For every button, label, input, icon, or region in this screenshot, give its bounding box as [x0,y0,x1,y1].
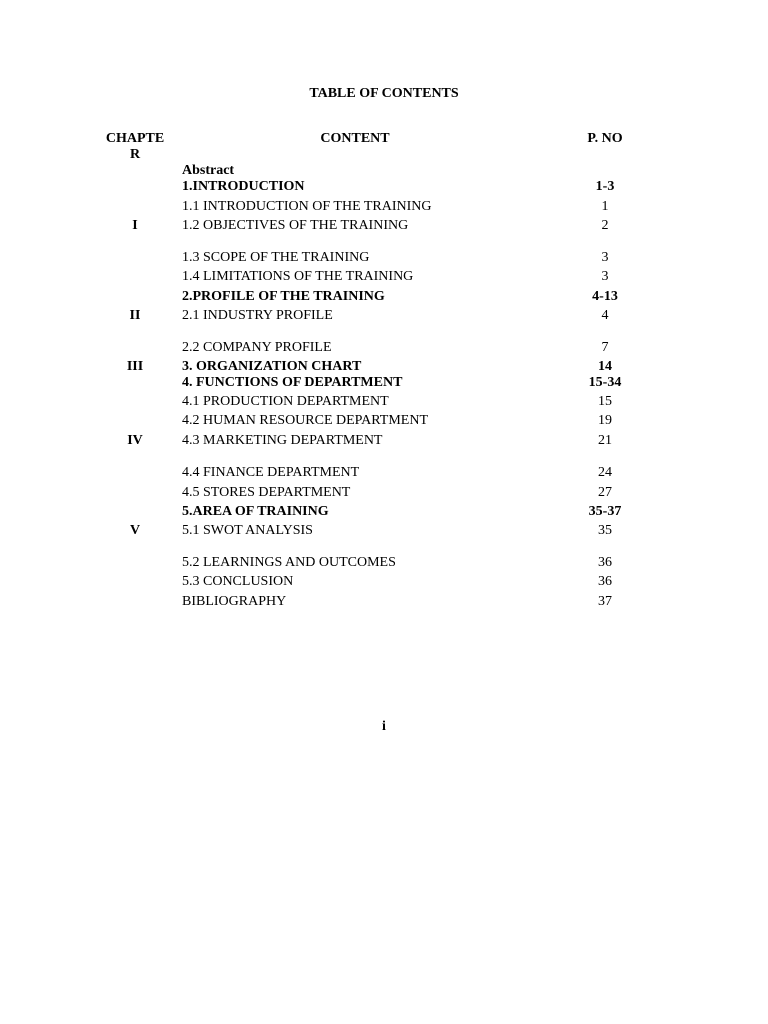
toc-entry-title: 2.1 INDUSTRY PROFILE [182,308,333,323]
toc-entry-title: 4.5 STORES DEPARTMENT [182,485,351,500]
toc-row [0,464,768,482]
toc-entry-title: 4. FUNCTIONS OF DEPARTMENT [182,375,403,390]
toc-entry-title: 4.2 HUMAN RESOURCE DEPARTMENT [182,413,428,428]
toc-row [0,288,768,306]
toc-row [0,484,768,502]
chapter-header-label: CHAPTE R [105,131,165,162]
toc-page-number: 35-37 [588,504,622,519]
toc-row [0,307,768,325]
toc-entry-title: 5.3 CONCLUSION [182,574,294,589]
toc-entry-title: 1.1 INTRODUCTION OF THE TRAINING [182,199,432,214]
toc-entry-title: 2.PROFILE OF THE TRAINING [182,289,385,304]
toc-page-number: 7 [601,340,609,355]
toc-entry-title: 1.3 SCOPE OF THE TRAINING [182,250,370,265]
content-column-header: CONTENT [320,131,390,146]
toc-entry-title: 1.4 LIMITATIONS OF THE TRAINING [182,269,414,284]
toc-row [0,573,768,591]
toc-page-number: 36 [598,574,612,589]
toc-entry-title: 5.AREA OF TRAINING [182,504,329,519]
toc-row [0,554,768,572]
toc-page-number: 24 [598,465,612,480]
toc-entry-title: 4.1 PRODUCTION DEPARTMENT [182,394,389,409]
toc-row [0,339,768,357]
toc-page-number: 4 [601,308,609,323]
page-footer-number: i [382,719,386,734]
toc-row [0,432,768,450]
toc-entry-title: 5.1 SWOT ANALYSIS [182,523,313,538]
toc-page-number: 36 [598,555,612,570]
toc-chapter-number: IV [127,433,143,448]
toc-entry-title: 4.3 MARKETING DEPARTMENT [182,433,383,448]
toc-page-number: 1 [601,199,609,214]
toc-page-number: 3 [601,250,609,265]
toc-page-number: 3 [601,269,609,284]
toc-page-number: 1-3 [595,179,615,194]
toc-page-number: 14 [598,359,612,374]
toc-entry-title: Abstract [182,163,235,178]
toc-page-number: 15-34 [588,375,622,390]
toc-row [0,503,768,521]
toc-entry-title: 5.2 LEARNINGS AND OUTCOMES [182,555,396,570]
toc-page-number: 35 [598,523,612,538]
toc-row [0,393,768,411]
toc-row [0,178,768,196]
toc-page-number: 4-13 [592,289,618,304]
toc-entry-title: 4.4 FINANCE DEPARTMENT [182,465,360,480]
page-title: TABLE OF CONTENTS [309,86,459,101]
toc-row [0,412,768,430]
toc-entry-title: 2.2 COMPANY PROFILE [182,340,332,355]
toc-page-number: 37 [598,594,612,609]
toc-row [0,198,768,216]
toc-page-number: 2 [601,218,609,233]
toc-page-number: 19 [598,413,612,428]
toc-row [0,217,768,235]
toc-row [0,268,768,286]
chapter-column-header [100,131,170,163]
page-number-column-header: P. NO [587,131,623,146]
toc-page-number: 27 [598,485,612,500]
toc-entry-title: 3. ORGANIZATION CHART [182,359,362,374]
toc-entry-title: 1.INTRODUCTION [182,179,305,194]
toc-row [0,249,768,267]
toc-chapter-number: V [129,523,141,538]
toc-entry-title: 1.2 OBJECTIVES OF THE TRAINING [182,218,409,233]
toc-chapter-number: III [126,359,144,374]
toc-row [0,593,768,611]
toc-page-number: 15 [598,394,612,409]
toc-entry-title: BIBLIOGRAPHY [182,594,287,609]
toc-page-number: 21 [598,433,612,448]
toc-chapter-number: II [129,308,141,323]
toc-chapter-number: I [132,218,138,233]
toc-row [0,522,768,540]
toc-row [0,374,768,392]
